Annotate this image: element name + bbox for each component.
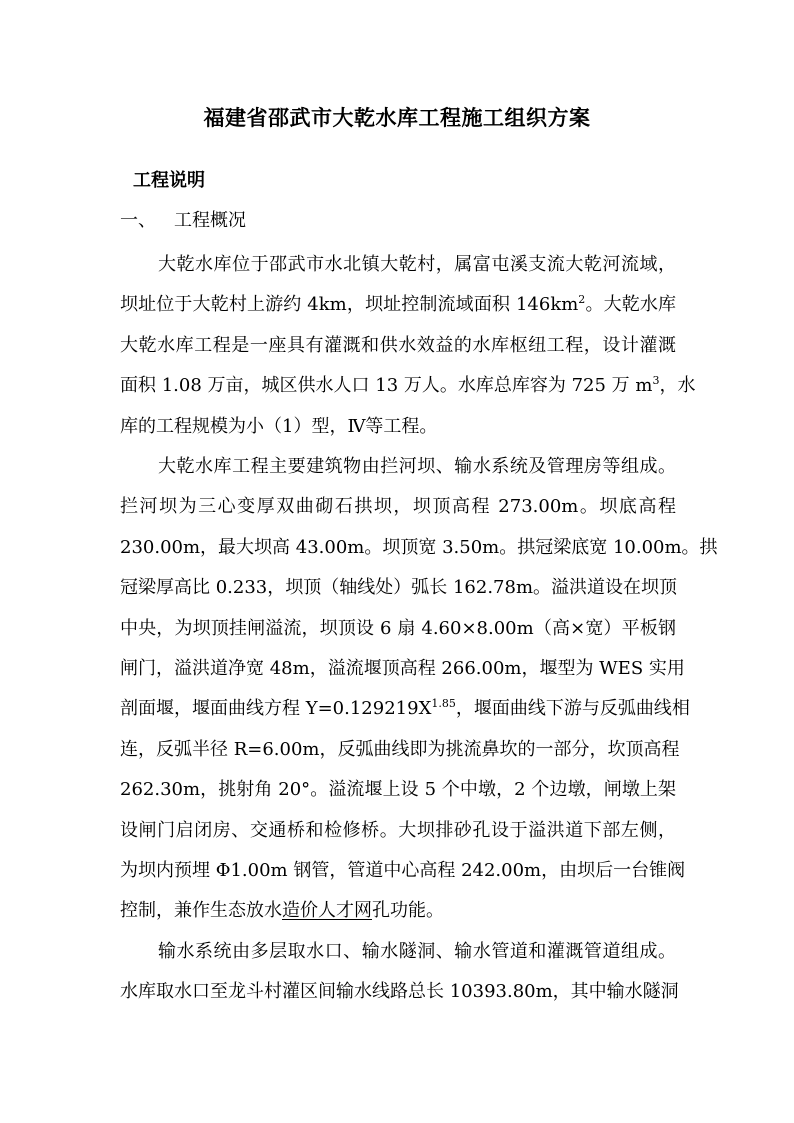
subsection-number: 一、 — [120, 210, 156, 231]
paragraph-line: 大乾水库工程主要建筑物由拦河坝、输水系统及管理房等组成。 — [158, 456, 676, 477]
paragraph-line: 水库取水口至龙斗村灌区间输水线路总长 10393.80m，其中输水隧洞 — [120, 981, 679, 1003]
paragraph-line — [120, 891, 676, 931]
paragraph-line: 连，反弧半径 R=6.00m，反弧曲线即为挑流鼻坎的一部分，坎顶高程 — [120, 738, 680, 760]
paragraph-line: 262.30m，挑射角 20°。溢流堰上设 5 个中墩，2 个边墩，闸墩上架 — [120, 779, 676, 801]
superscript: 2 — [578, 293, 586, 307]
document-title: 福建省邵武市大乾水库工程施工组织方案 — [203, 105, 591, 130]
superscript: 1.85 — [431, 697, 456, 711]
paragraph-line — [120, 366, 696, 406]
paragraph-line: 230.00m，最大坝高 43.00m。坝顶宽 3.50m。拱冠梁底宽 10.00m。拱 — [120, 536, 718, 558]
paragraph-line: 中央，为坝顶挂闸溢流，坝顶设 6 扇 4.60×8.00m（高×宽）平板钢 — [120, 617, 676, 639]
line-text: 孔功能。 — [372, 900, 444, 922]
paragraph-water-system — [120, 932, 679, 1013]
paragraph-overview — [120, 245, 696, 447]
paragraph-line: 拦河坝为三心变厚双曲砌石拱坝，坝顶高程 273.00m。坝底高程 — [120, 496, 676, 518]
superscript: 3 — [652, 374, 660, 388]
line-text: 。大乾水库 — [585, 294, 676, 316]
paragraph-line: 设闸门启闭房、交通桥和检修桥。大坝排砂孔设于溢洪道下部左侧， — [120, 819, 676, 841]
subsection-heading — [120, 209, 246, 233]
line-text: 控制，兼作生态放水 — [120, 900, 282, 922]
paragraph-line — [120, 285, 676, 325]
section-heading: 工程说明 — [133, 170, 205, 191]
paragraph-line: 为坝内预埋 Φ1.00m 钢管，管道中心高程 242.00m，由坝后一台锥阀 — [120, 859, 686, 881]
line-text: 面积 1.08 万亩，城区供水人口 13 万人。水库总库容为 725 万 m — [120, 375, 653, 397]
paragraph-line — [120, 689, 690, 729]
paragraph-line: 输水系统由多层取水口、输水隧洞、输水管道和灌溉管道组成。 — [158, 941, 676, 962]
subsection-title: 工程概况 — [174, 210, 246, 231]
paragraph-line: 闸门，溢洪道净宽 48m，溢流堰顶高程 266.00m，堰型为 WES 实用 — [120, 657, 685, 679]
paragraph-structures — [120, 447, 718, 932]
paragraph-line: 大乾水库工程是一座具有灌溉和供水效益的水库枢纽工程，设计灌溉 — [120, 334, 676, 356]
paragraph-line: 库的工程规模为小（1）型，Ⅳ等工程。 — [120, 415, 438, 437]
line-text: 坝址位于大乾村上游约 4km，坝址控制流域面积 146km — [120, 294, 579, 316]
line-text: 剖面堰，堰面曲线方程 Y=0.129219X — [120, 698, 432, 720]
line-text: ，水 — [659, 375, 696, 397]
inline-link[interactable]: 造价人才网 — [282, 900, 372, 922]
paragraph-line: 冠梁厚高比 0.233，坝顶（轴线处）弧长 162.78m。溢洪道设在坝顶 — [120, 577, 678, 599]
line-text: ，堰面曲线下游与反弧曲线相 — [455, 698, 690, 720]
paragraph-line: 大乾水库位于邵武市水北镇大乾村，属富屯溪支流大乾河流域， — [158, 254, 676, 275]
